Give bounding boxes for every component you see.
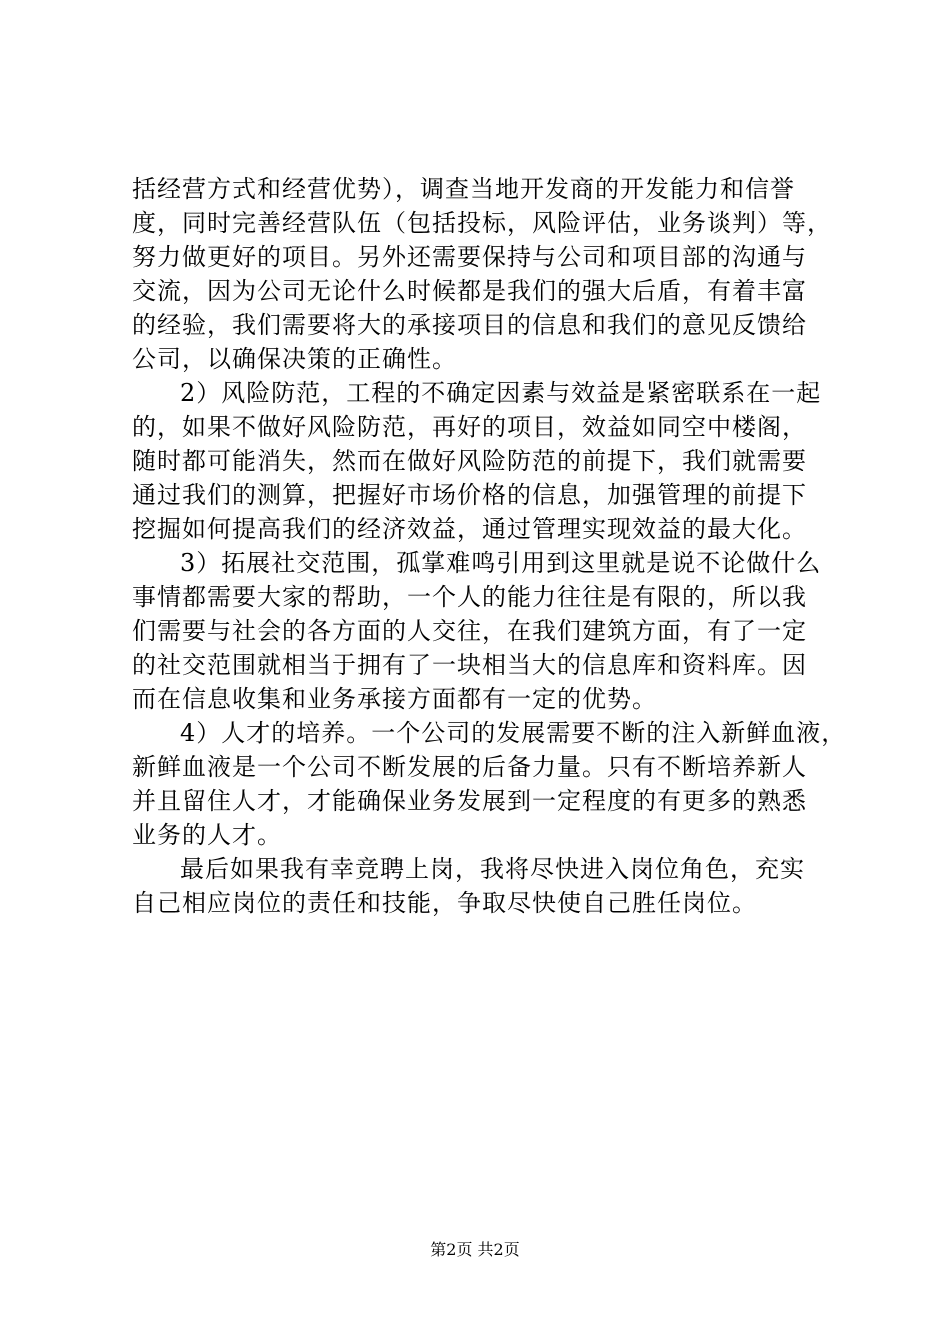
- text-line: 的社交范围就相当于拥有了一块相当大的信息库和资料库。因: [132, 651, 807, 679]
- text-line: 交流，因为公司无论什么时候都是我们的强大后盾，有着丰富: [132, 277, 807, 305]
- text-line: 括经营方式和经营优势），调查当地开发商的开发能力和信誉: [132, 175, 795, 203]
- page-number-footer: 第2页 共2页: [430, 1240, 520, 1259]
- text-line: 业务的人才。: [132, 821, 282, 849]
- text-line: 新鲜血液是一个公司不断发展的后备力量。只有不断培养新人: [132, 753, 807, 781]
- document-body: [132, 172, 847, 920]
- text-line: 挖掘如何提高我们的经济效益，通过管理实现效益的最大化。: [132, 515, 807, 543]
- text-line: 的经验，我们需要将大的承接项目的信息和我们的意见反馈给: [132, 311, 807, 339]
- paragraph-2-start: 2）风险防范，工程的不确定因素与效益是紧密联系在一起: [180, 379, 822, 407]
- text-line: 公司，以确保决策的正确性。: [132, 345, 457, 373]
- text-line: 度，同时完善经营队伍（包括投标，风险评估，业务谈判）等，: [132, 209, 832, 237]
- text-line: 随时都可能消失，然而在做好风险防范的前提下，我们就需要: [132, 447, 807, 475]
- text-line: 努力做更好的项目。另外还需要保持与公司和项目部的沟通与: [132, 243, 807, 271]
- text-line: 而在信息收集和业务承接方面都有一定的优势。: [132, 685, 657, 713]
- paragraph-3-start: 3）拓展社交范围，孤掌难鸣引用到这里就是说不论做什么: [180, 549, 822, 577]
- text-line: 并且留住人才，才能确保业务发展到一定程度的有更多的熟悉: [132, 787, 807, 815]
- text-line: 通过我们的测算，把握好市场价格的信息，加强管理的前提下: [132, 481, 807, 509]
- closing-paragraph-start: 最后如果我有幸竞聘上岗，我将尽快进入岗位角色，充实: [180, 855, 805, 883]
- text-line: 自己相应岗位的责任和技能，争取尽快使自己胜任岗位。: [132, 889, 757, 917]
- text-line: 的，如果不做好风险防范，再好的项目，效益如同空中楼阁，: [132, 413, 807, 441]
- text-line: 事情都需要大家的帮助，一个人的能力往往是有限的，所以我: [132, 583, 807, 611]
- text-line: 们需要与社会的各方面的人交往，在我们建筑方面，有了一定: [132, 617, 807, 645]
- paragraph-4-start: 4）人才的培养。一个公司的发展需要不断的注入新鲜血液，: [180, 719, 847, 747]
